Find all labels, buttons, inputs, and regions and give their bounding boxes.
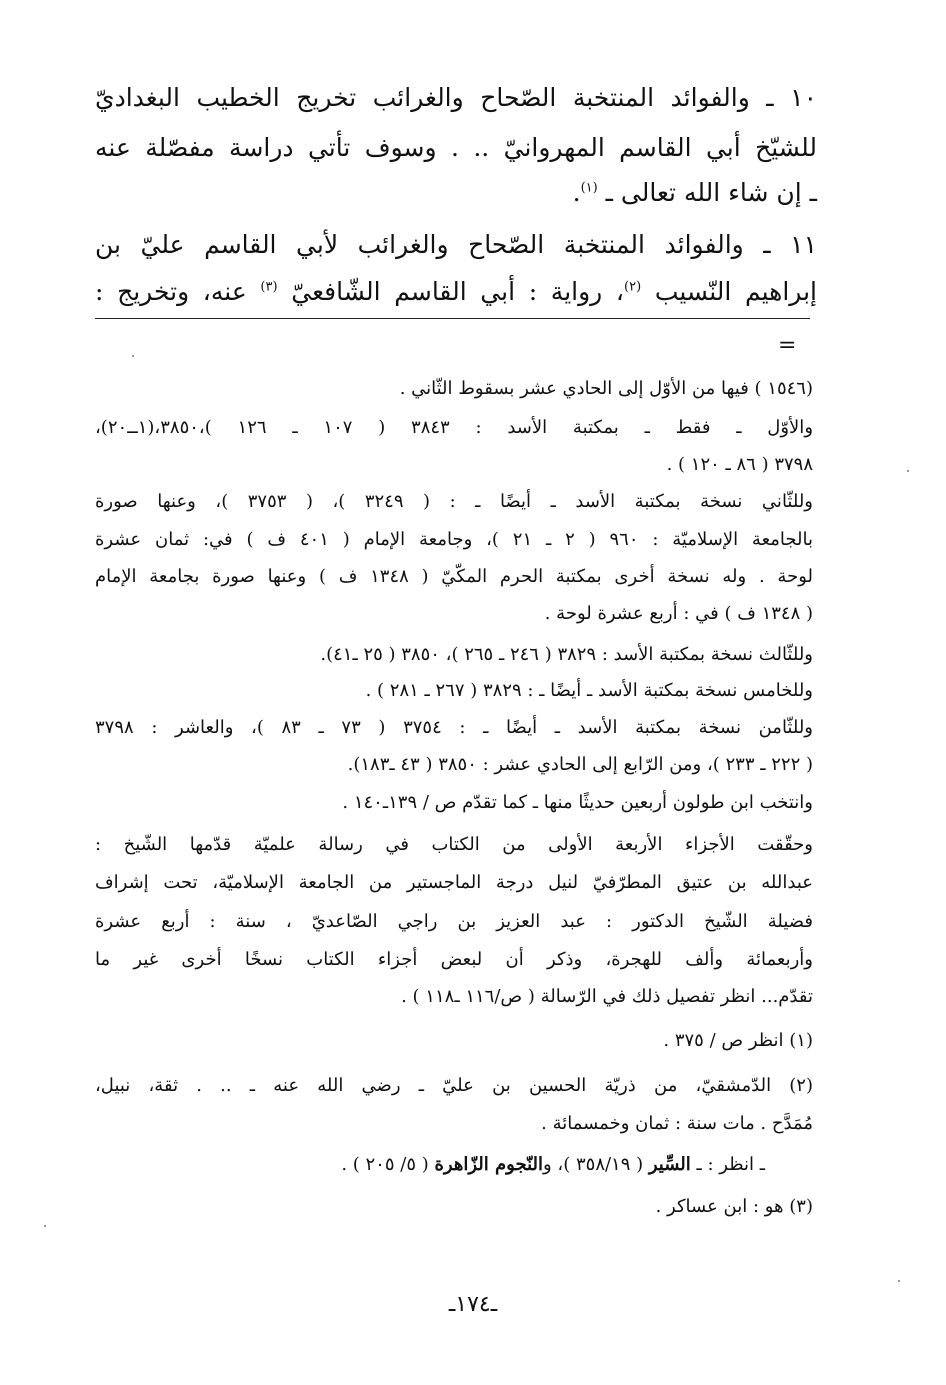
- scan-speck: [132, 355, 134, 357]
- footnote-ref-1: (١): [580, 180, 598, 196]
- main-line-3-text: ـ إن شاء الله تعالى ـ: [605, 178, 817, 207]
- scan-speck: [44, 1225, 46, 1227]
- sources-end: ( ٥/ ٢٠٥ ) .: [341, 1154, 429, 1175]
- main-line-5: [95, 276, 817, 310]
- note-line-9: وللخامس نسخة بمكتبة الأسد ـ أيضًا ـ : ٣٨٢٩ ( ٢٦٧ ـ ٢٨١ ) .: [365, 680, 813, 701]
- note-line-8: وللثّالث نسخة بمكتبة الأسد : ٣٨٢٩ ( ٢٤٦ ـ ٢٦٥ )، ٣٨٥٠ ( ٢٥ ـ٤١).: [320, 644, 813, 665]
- footnote-separator-rule: [95, 318, 810, 319]
- note-line-1: (١٥٤٦ ) فيها من الأوّل إلى الحادي عشر بسقوط الثّاني .: [399, 378, 813, 399]
- footnote-3: (٣) هو : ابن عساكر .: [655, 1196, 813, 1217]
- footnote-2-sources: [95, 1154, 765, 1176]
- note-line-3: ٣٧٩٨ ( ٨٦ ـ ١٢٠ ) .: [666, 454, 813, 475]
- sources-title-siyar: السِّير: [648, 1154, 691, 1175]
- sources-prefix: ـ انظر : ـ: [696, 1154, 765, 1175]
- scan-speck: [907, 470, 909, 472]
- note-line-6: لوحة . وله نسخة أخرى بمكتبة الحرم المكّيّ ( ١٣٤٨ ف ) وعنها صورة بجامعة الإمام: [95, 566, 813, 587]
- note-line-11: ( ٢٢٢ ـ ٢٣٣ )، ومن الرّابع إلى الحادي عشر : ٣٨٥٠ ( ٤٣ ـ١٨٣).: [347, 754, 813, 775]
- footnote-1: (١) انظر ص / ٣٧٥ .: [663, 1030, 813, 1051]
- main-line-5-part2: ، رواية : أبي القاسم الشّافعيّ: [291, 277, 624, 306]
- main-line-3: [95, 177, 817, 211]
- sources-mid: ( ٣٥٨/١٩ )، و: [543, 1154, 644, 1175]
- note-line-2: والأوّل ـ فقط ـ بمكتبة الأسد : ٣٨٤٣ ( ١٠٧ ـ ١٢٦ )،٣٨٥٠،(١ــ٢٠)،: [95, 417, 814, 438]
- main-line-1: ١٠ ـ والفوائد المنتخبة الصّحاح والغرائب تخريج الخطيب البغداديّ: [95, 83, 817, 112]
- note-line-16: وأربعمائة وألف للهجرة، وذكر أن لبعض أجزاء الكتاب نسخًا أخرى غير ما: [95, 949, 813, 970]
- footnote-2-line-1: (٢) الدّمشقيّ، من ذريّة الحسين بن عليّ ـ رضي الله عنه ـ .. . ثقة، نبيل،: [95, 1075, 813, 1096]
- main-line-3-end: .: [572, 178, 581, 207]
- page-number: ـ١٧٤ـ: [448, 1292, 498, 1317]
- main-line-5-part3: عنه، وتخريج :: [95, 277, 247, 306]
- note-line-5: بالجامعة الإسلاميّة : ٩٦٠ ( ٢ ـ ٢١ )، وجامعة الإمام ( ٤٠١ ف ) في: ثمان عشرة: [95, 529, 813, 550]
- main-line-2: للشيّخ أبي القاسم المهروانيّ .. . وسوف تأتي دراسة مفصّلة عنه: [95, 133, 817, 162]
- note-line-7: ( ١٣٤٨ ف ) في : أربع عشرة لوحة .: [544, 603, 813, 624]
- note-line-4: وللثّاني نسخة بمكتبة الأسد ـ أيضًا ـ : ( ٣٢٤٩ )، ( ٣٧٥٣ )، وعنها صورة: [95, 491, 813, 512]
- note-line-17: تقدّم... انظر تفصيل ذلك في الرّسالة ( ص/١١٦ ـ١١٨ ) .: [401, 986, 813, 1007]
- note-line-10: وللثّامن نسخة بمكتبة الأسد ـ أيضًا ـ : ٣٧٥٤ ( ٧٣ ـ ٨٣ )، والعاشر : ٣٧٩٨: [95, 717, 813, 738]
- footnote-ref-2: (٢): [624, 279, 642, 295]
- main-line-5-part1: إبراهيم النّسيب: [654, 277, 817, 306]
- note-line-15: فضيلة الشّيخ الدكتور : عبد العزيز بن راجي الصّاعديّ ، سنة : أربع عشرة: [95, 911, 813, 932]
- footnote-ref-3: (٣): [260, 279, 278, 295]
- sources-title-nujum: النّجوم الزّاهرة: [434, 1154, 544, 1175]
- note-line-13: وحقّقت الأجزاء الأربعة الأولى من الكتاب في رسالة علميّة قدّمها الشّيخ :: [95, 834, 813, 855]
- scan-speck: [898, 1280, 900, 1282]
- main-line-4: ١١ ـ والفوائد المنتخبة الصّحاح والغرائب لأبي القاسم عليّ بن: [95, 230, 817, 259]
- note-line-12: وانتخب ابن طولون أربعين حديثًا منها ـ كما تقدّم ص / ١٣٩ـ١٤٠ .: [342, 792, 813, 813]
- note-line-14: عبدالله بن عتيق المطرّفيّ لنيل درجة الماجستير من الجامعة الإسلاميّة، تحت إشراف: [95, 872, 813, 893]
- continuation-mark: =: [778, 333, 797, 358]
- footnote-2-line-2: مُمَدَّح . مات سنة : ثمان وخمسمائة .: [541, 1113, 813, 1134]
